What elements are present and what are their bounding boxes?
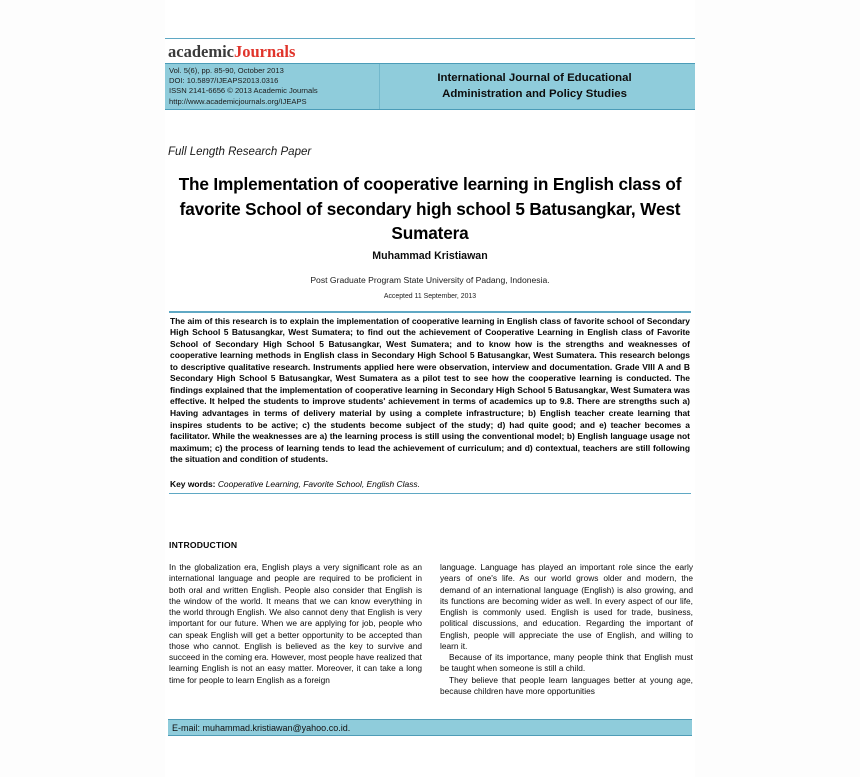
body-column-left: [169, 562, 422, 697]
publisher-logo-row: [165, 39, 695, 63]
page-title: The Implementation of cooperative learning in English class of favorite School of secondary high school 5 Batusangkar, West Sumatera: [178, 174, 682, 243]
author-name: Muhammad Kristiawan: [372, 250, 488, 262]
logo-text-academic: academic: [168, 42, 234, 61]
paragraph: language. Language has played an important role since the early years of one's life. As our world grows older and modern, the demand of an international language (English) is also growing, and its functions are becoming wider as well. In every aspect of our life, English is commonly used. English is used for trade, business, political discussions, and education. Regarding the important of English, people will appreciate the use of English, and willing to learn it.: [440, 562, 693, 651]
accepted-date: Accepted 11 September, 2013: [383, 293, 477, 300]
paragraph: Because of its importance, many people think that English must be taught when someone is still a child.: [440, 652, 693, 674]
journal-title-line-1: International Journal of Educational: [437, 72, 632, 84]
article-type-kicker: Full Length Research Paper: [168, 146, 312, 158]
paper-sheet: [165, 0, 695, 777]
journal-metadata-block: [165, 64, 380, 109]
publisher-logo[interactable]: [165, 42, 695, 62]
volume-line: Vol. 5(6), pp. 85-90, October 2013: [169, 66, 284, 75]
author-affiliation: Post Graduate Program State University of Padang, Indonesia.: [310, 275, 550, 285]
journal-url-link[interactable]: http://www.academicjournals.org/IJEAPS: [169, 96, 307, 106]
contact-footer: [168, 719, 692, 736]
keywords-value: Cooperative Learning, Favorite School, English Class.: [217, 478, 420, 489]
paragraph: In the globalization era, English plays a very significant role as an international language and people are required to be proficient in both oral and written English. People also consider that English is the window of the world. It means that we can know everything in the world through English. We also cannot deny that English is very important for our future. When we are applying for job, people who can speak English will get a better opportunity to be accepted than those who cannot. English is believed as the key to survive and succeed in the coming era. However, most people have realized that learning English is not an easy matter. Moreover, it can take a long time for people to learn English as a foreign: [169, 562, 422, 685]
abstract-bottom-rule: [169, 493, 691, 495]
journal-masthead: [165, 38, 695, 110]
doi-line: DOI: 10.5897/IJEAPS2013.0316: [169, 76, 279, 86]
keywords-line: [169, 466, 691, 493]
abstract-section: [169, 311, 691, 494]
paragraph: They believe that people learn languages better at young age, because children have more opportunities: [440, 674, 693, 696]
keywords-label: Key words:: [170, 478, 216, 489]
masthead-band: [165, 63, 695, 110]
corresponding-author-email[interactable]: E-mail: muhammad.kristiawan@yahoo.co.id.: [172, 722, 351, 733]
body-columns: [169, 562, 693, 697]
journal-title-line-2: Administration and Policy Studies: [442, 87, 627, 100]
issn-line: ISSN 2141-6656 © 2013 Academic Journals: [169, 86, 318, 96]
logo-text-journals: Journals: [233, 42, 296, 61]
abstract-text: The aim of this research is to explain the implementation of cooperative learning in English class of favorite school of Secondary High School 5 Batusangkar, West Sumatera; to find out the achievement of Cooperative Learning in English class of Favorite School of Secondary High School 5 Batusangkar, West Sumatera; and to know how is the strengths and weaknesses of cooperative learning methods in English class in Secondary High School 5 Batusangkar, West Sumatera. This research belongs to descriptive qualitative research. Instruments applied here were observation, interview and documentation. Grade VIII A and B Secondary High School 5 Batusangkar, West Sumatera as a pilot test to see how the cooperative learning is conducted. The findings explained that the implementation of cooperative learning in Secondary High School 5 Batusangkar, West Sumatera was effective. It helped the students to improve students' achievement in terms of academics up to 9.8. There are strengths such a) Having advantages in terms of delivery material by using a complete infrastructure; b) English teacher create learning that inspires students to be active; c) the students become subject of the study; d) had quite good; and e) teacher becomes a facilitator. While the weaknesses are a) the learning process is still using the conventional model; b) English language usage not maximum; c) the process of learning tends to lead the achievement of curriculum; and d) contextual, teachers are still following the situation and condition of students.: [170, 315, 690, 465]
journal-title-block: [380, 64, 695, 109]
body-column-right: [440, 562, 693, 697]
section-heading-introduction: INTRODUCTION: [169, 540, 238, 550]
